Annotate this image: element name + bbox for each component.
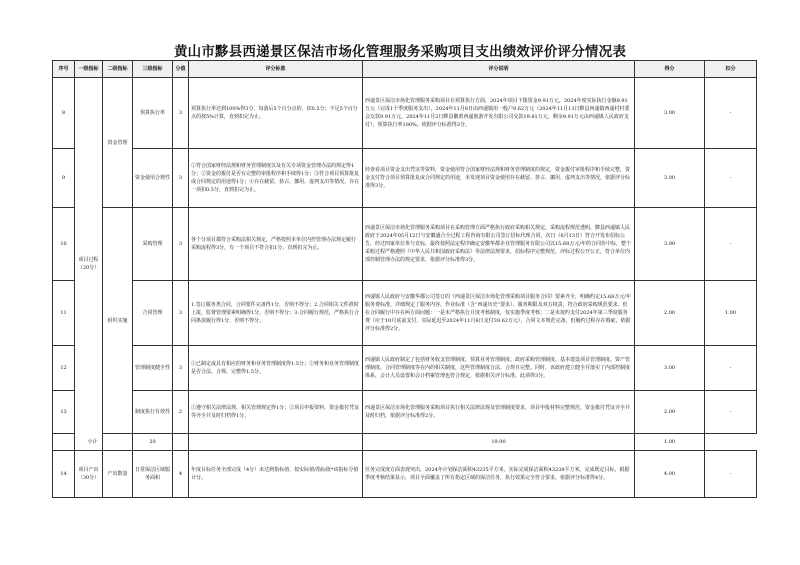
row-deduct: - (705, 78, 757, 149)
row-deduct: - (705, 346, 757, 391)
row-deduct: - (705, 208, 757, 281)
row-got: 2.00 (635, 281, 705, 346)
row-standard: ①符合国家财经法规和财务管理制度以及有关专项资金管理办法的规定得1分；②资金的拨付是否有完整的审批程序和手续得1分；③符合项目预算批复或合同规定的用途得1分；④存在截留、挤占、挪用、虚列支出等情况，存在一项扣0.5分，直到扣完为止。 (189, 149, 363, 208)
subtotal-empty (173, 434, 189, 451)
row-explain: 西递镇人民政府制定了包括财务收支管理制度、预算业务管理制度、政府采购管理制度、基本建设项目管理制度、资产管理制度、合同管理制度等在内的相关制度，这些管理制度合法、合规且完整。同时，该政府建立健全并落实了内部控制度体系，会计人员设置和会计档案管理也符合规定，依据相关评分标准，此项得3分。 (363, 346, 635, 391)
row-explain: 西递景区保洁市场化管理服务采购项目在预算执行方面，2024年项目下拨资金9.91万元，2024年度实际执行金额9.91万元（完成1个季度服务支出），2024年11月8日由西递镇用一般户9.62万元（2024年11月13日黟县西递镇西递村村委会交款9.91万元，2024年11月2日黟县徽黄西递旅游开发有限公司交款19.81万元，剩余9.91万元由西递镇人民政府支付），预算执行率100%，依据评分标准得3分。 (363, 78, 635, 149)
subtotal-deduct: 1.00 (635, 434, 705, 451)
header-level1: 一级指标 (75, 61, 103, 78)
table-row (53, 149, 757, 208)
level1-output: 项目产出（30分） (75, 451, 103, 498)
row-standard: 1.签订服务类合同，合同要件完备得1分，否则不得分；2.合同相关文件准时上报，监督管理要素明确得1分，否则不得分；3.合同履行规范，严格执行合同条款履行得1分，否则不得分。 (189, 281, 363, 346)
level2-org: 组织实施 (103, 208, 133, 434)
row-score: 3 (173, 281, 189, 346)
row-got: 3.00 (635, 149, 705, 208)
subtotal-score: 20 (133, 434, 173, 451)
row-standard: 年度目标任务全部完成（4分）未达到指标值，按实际值/指标值*该指标分值计分。 (189, 451, 363, 498)
header-level2: 二级指标 (103, 61, 133, 78)
row-explain: 西递景区保洁市场化管理服务采购项目在采购管理方面严格执行政府采购相关规定，采购流程规范透明，黟县西递镇人民政府于2024年05月12日与安徽盛合全过程工程咨询有限公司签订招标代理合同，次日（6月13日）符合开发布招标公告，经过四家单位参与竞标，最终按照法定程序确定安徽华都企业管理服务有限公司以15.68万元/年的合同价中标，整个采购过程严格遵照《中华人民共和国政府采购法》等法律法规要求，招标程序完整规范，评标过程公开公正，符合单位内部控制管理办法的规定要求，依据评分标准得3分。 (363, 208, 635, 281)
row-level3: 资金使用合规性 (133, 149, 173, 208)
row-level3: 管理制度健全性 (133, 346, 173, 391)
header-level3: 三级指标 (133, 61, 173, 78)
row-level3: 预算执行率 (133, 78, 173, 149)
row-explain: 西递景区保洁市场化管理服务采购项目执行相关法律法规及管理制度要求，项目申报材料完整规范、资金拨付凭证齐全并及时归档，依据评分标准得2分。 (363, 391, 635, 434)
row-no: 9 (53, 149, 75, 208)
row-got: 3.00 (635, 78, 705, 149)
row-standard: ①已制定或具有相应的财务和业务管理制度得1.5分；②财务和业务管理制度是否合法、合规、完整得1.5分。 (189, 346, 363, 391)
subtotal-got: 19.00 (363, 434, 635, 451)
level2-funds: 资金管理 (103, 78, 133, 208)
table-row (53, 78, 757, 149)
table-row (53, 281, 757, 346)
row-no: 10 (53, 208, 75, 281)
subtotal-label: 小计 (53, 434, 133, 451)
row-score: 4 (173, 451, 189, 498)
row-deduct: - (705, 451, 757, 498)
row-got: 3.00 (635, 208, 705, 281)
header-score: 分值 (173, 61, 189, 78)
header-deduct: 扣分 (705, 61, 757, 78)
level2-output-qty: 产出数量 (103, 451, 133, 498)
row-level3: 采购管理 (133, 208, 173, 281)
row-score: 3 (173, 78, 189, 149)
row-standard: ①遵守相关法律法规、相关管理规定得1分；②项目申报资料、资金拨付凭证等齐全并及时归档得1分。 (189, 391, 363, 434)
page-title: 黄山市黟县西递景区保洁市场化管理服务采购项目支出绩效评价评分情况表 (173, 44, 627, 60)
header-got: 得分 (635, 61, 705, 78)
row-no: 11 (53, 281, 75, 346)
table-row (53, 391, 757, 434)
row-explain: 任务完成度方面表现突出，2024年计划保洁面积43235平方米，实际完成保洁面积43238平方米。完成既定目标，根据季度考核结果显示，项目全面覆盖了所有指定区域的保洁任务，执行效果完全符合要求，依据评分标准得4分。 (363, 451, 635, 498)
subtotal-empty (189, 434, 363, 451)
row-no: 13 (53, 391, 75, 434)
level1-process: 项目过程（20分） (75, 78, 103, 451)
row-got: 2.00 (635, 391, 705, 434)
row-standard: 各个分项目都符合采购法相关规定，严格按照本单位内控管理办法规定履行采购流程得3分，有一个项目不符合扣1分，直到扣完为止。 (189, 208, 363, 281)
header-explain: 评分说明 (363, 61, 635, 78)
row-level3: 合同管理 (133, 281, 173, 346)
row-deduct: - (705, 391, 757, 434)
subtotal-row (53, 434, 757, 451)
row-level3: 制度执行有效性 (133, 391, 173, 434)
row-no: 8 (53, 78, 75, 149)
row-explain: 西递镇人民政府与安徽华都公司签订的《西递景区保洁市场化管理采购项目服务合同》要素齐全，明确约定15.68万元/年服务费标准，详细规定了服务内容、作业标准（含“西递历史”要求）、服务期限及双方权责，符合政府采购规范要求。但在合同履行中存在两方面问题：一是未严格执行月度考核制度，仅实施季度考核；二是未按约支付2024年第三季度服务费（应于10月底前支付，实际延迟至2024年11月8日支付39.62万元），合同文本规范完备，但履约过程存在瑕疵，依据评分标准得2分。 (363, 281, 635, 346)
row-got: 4.00 (635, 451, 705, 498)
table-header-row (53, 61, 757, 78)
table-row (53, 208, 757, 281)
row-got: 3.00 (635, 346, 705, 391)
row-no: 14 (53, 451, 75, 498)
header-standard: 评分标准 (189, 61, 363, 78)
table-row (53, 346, 757, 391)
evaluation-table (52, 60, 757, 498)
table-row (53, 451, 757, 498)
row-score: 3 (173, 346, 189, 391)
row-score: 3 (173, 208, 189, 281)
row-no: 12 (53, 346, 75, 391)
row-score: 2 (173, 391, 189, 434)
row-standard: 预算执行率达到100%得3分，每落后5个百分点的，扣0.5分；不足5个百分点的按5%计算，直到扣完为止。 (189, 78, 363, 149)
row-level3: 日常保洁区域服务面积 (133, 451, 173, 498)
header-no: 序号 (53, 61, 75, 78)
row-explain: 经查看项目资金支出凭证等资料，资金使用符合国家财经法规和财务管理制度的规定，资金拨付审批程序和手续完整，资金支付符合项目预算批复或合同规定的用途，未发现项目资金使用存在截留、挤占、挪用、虚列支出等情况，依据评分标准得3分。 (363, 149, 635, 208)
row-score: 3 (173, 149, 189, 208)
row-deduct: - (705, 149, 757, 208)
row-deduct: 1.00 (705, 281, 757, 346)
